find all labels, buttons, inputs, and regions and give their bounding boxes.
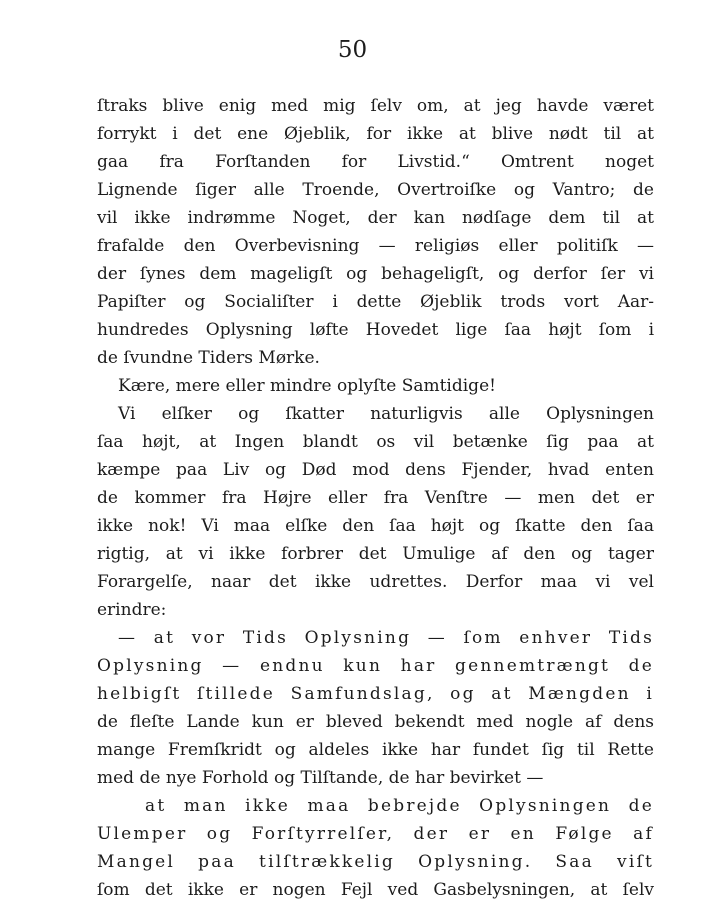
text-line: Forargelſe, naar det ikke udrettes. Derfor maa vi vel: [97, 572, 654, 592]
text-line: de fleſte Lande kun er bleved bekendt med nogle af dens: [97, 712, 654, 732]
text-line: Kære, mere eller mindre oplyſte Samtidige!: [118, 376, 496, 396]
text-line: ſaa højt, at Ingen blandt os vil betænke ſig paa at: [97, 432, 654, 452]
text-line: — at vor Tids Oplysning — ſom enhver Tids: [118, 628, 654, 648]
text-line: vil ikke indrømme Noget, der kan nødſage dem til at: [97, 208, 654, 228]
text-line: forrykt i det ene Øjeblik, for ikke at blive nødt til at: [97, 124, 654, 144]
text-line: de kommer fra Højre eller fra Venſtre — men det er: [97, 488, 654, 508]
text-line: at man ikke maa bebrejde Oplysningen de: [145, 796, 654, 816]
text-line: Ulemper og Forſtyrrelſer, der er en Følge af: [97, 824, 654, 844]
text-line: de ſvundne Tiders Mørke.: [97, 348, 320, 368]
text-line: hundredes Oplysning løfte Hovedet lige ſaa højt ſom i: [97, 320, 654, 340]
text-line: rigtig, at vi ikke forbrer det Umulige af den og tager: [97, 544, 654, 564]
text-line: kæmpe paa Liv og Død mod dens Fjender, hvad enten: [97, 460, 654, 480]
text-line: Oplysning — endnu kun har gennemtrængt de: [97, 656, 654, 676]
text-line: gaa fra Forſtanden for Livstid.“ Omtrent noget: [97, 152, 654, 172]
text-line: med de nye Forhold og Tilſtande, de har bevirket —: [97, 768, 544, 788]
text-line: erindre:: [97, 600, 167, 620]
text-line: ſom det ikke er nogen Fejl ved Gasbelysningen, at ſelv: [97, 880, 654, 900]
text-line: Lignende ſiger alle Troende, Overtroiſke og Vantro; de: [97, 180, 654, 200]
text-line: der ſynes dem mageligſt og behageligſt, og derfor ſer vi: [97, 264, 654, 284]
text-line: Mangel paa tilſtrækkelig Oplysning. Saa viſt: [97, 852, 654, 872]
text-line: Vi elſker og ſkatter naturligvis alle Oplysningen: [118, 404, 654, 424]
text-line: ſtraks blive enig med mig ſelv om, at jeg havde været: [97, 96, 654, 116]
text-line: Papiſter og Socialiſter i dette Øjeblik trods vort Aar-: [97, 292, 654, 312]
body-text: [97, 92, 654, 904]
text-line: helbigſt ſtillede Samfundslag, og at Mængden i: [97, 684, 654, 704]
text-line: frafalde den Overbevisning — religiøs eller politiſk —: [97, 236, 654, 256]
page-number: 50: [337, 37, 368, 63]
text-line: ikke nok! Vi maa elſke den ſaa højt og ſkatte den ſaa: [97, 516, 654, 536]
text-line: mange Fremſkridt og aldeles ikke har fundet ſig til Rette: [97, 740, 654, 760]
